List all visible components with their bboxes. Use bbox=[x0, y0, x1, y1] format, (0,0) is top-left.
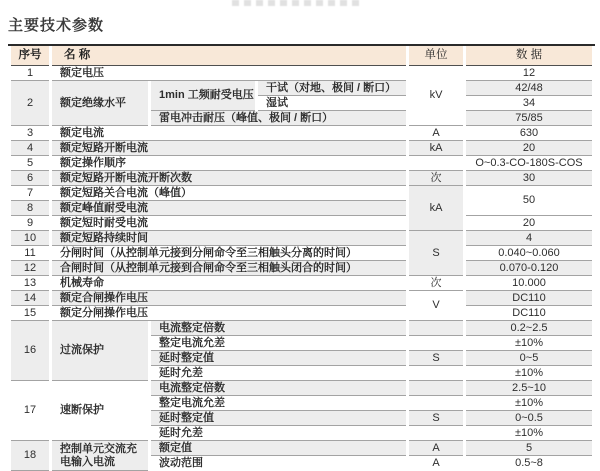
table-row bbox=[11, 291, 592, 306]
data-cell: O~0.3-CO-180S-COS bbox=[466, 156, 592, 171]
param-name-cell: 电流整定倍数 bbox=[151, 321, 406, 336]
table-row bbox=[11, 321, 592, 336]
spec-table bbox=[8, 44, 595, 471]
page-title: 主要技术参数 bbox=[8, 17, 105, 34]
col-header-name: 名 称 bbox=[52, 46, 406, 66]
data-cell: 0.5~8 bbox=[466, 456, 592, 471]
col-header-unit: 单位 bbox=[409, 46, 463, 66]
row-number-cell: 11 bbox=[11, 246, 49, 261]
unit-cell bbox=[409, 381, 463, 396]
table-row bbox=[11, 156, 592, 171]
param-name-cell: 机械寿命 bbox=[52, 276, 406, 291]
row-number-cell: 1 bbox=[11, 66, 49, 81]
spec-table-head bbox=[11, 46, 592, 66]
param-name-cell: 整定电流允差 bbox=[151, 336, 406, 351]
row-number-cell: 5 bbox=[11, 156, 49, 171]
param-name-cell: 额定峰值耐受电流 bbox=[52, 201, 406, 216]
param-name-cell: 额定绝缘水平 bbox=[52, 81, 148, 126]
param-name-cell: 额定操作顺序 bbox=[52, 156, 406, 171]
table-row bbox=[11, 171, 592, 186]
data-cell: DC110 bbox=[466, 306, 592, 321]
data-cell: 2.5~10 bbox=[466, 381, 592, 396]
data-cell: 12 bbox=[466, 66, 592, 81]
unit-cell: V bbox=[409, 291, 463, 321]
unit-cell bbox=[409, 336, 463, 351]
header-row bbox=[11, 46, 592, 66]
table-row bbox=[11, 246, 592, 261]
param-name-cell: 额定电流 bbox=[52, 126, 406, 141]
data-cell: 0.070-0.120 bbox=[466, 261, 592, 276]
row-number-cell: 17 bbox=[11, 381, 49, 441]
unit-cell bbox=[409, 366, 463, 381]
param-name-cell: 分闸时间（从控制单元接到分闸命令至三相触头分离的时间） bbox=[52, 246, 406, 261]
unit-cell: kV bbox=[409, 66, 463, 126]
row-number-cell: 14 bbox=[11, 291, 49, 306]
param-name-cell: 延时允差 bbox=[151, 426, 406, 441]
param-name-cell: 额定短时耐受电流 bbox=[52, 216, 406, 231]
param-name-cell: 整定电流允差 bbox=[151, 396, 406, 411]
row-number-cell: 18 bbox=[11, 441, 49, 471]
data-cell: ±10% bbox=[466, 426, 592, 441]
unit-cell: A bbox=[409, 441, 463, 456]
row-number-cell: 2 bbox=[11, 81, 49, 126]
row-number-cell: 13 bbox=[11, 276, 49, 291]
data-cell: 0~5 bbox=[466, 351, 592, 366]
param-name-cell: 电流整定倍数 bbox=[151, 381, 406, 396]
unit-cell: A bbox=[409, 456, 463, 471]
param-name-cell: 额定电压 bbox=[52, 66, 406, 81]
data-cell: DC110 bbox=[466, 291, 592, 306]
param-name-cell: 波动范围 bbox=[151, 456, 406, 471]
table-row bbox=[11, 186, 592, 201]
param-name-cell: 延时整定值 bbox=[151, 411, 406, 426]
table-row bbox=[11, 66, 592, 81]
row-number-cell: 8 bbox=[11, 201, 49, 216]
unit-cell bbox=[409, 156, 463, 171]
param-name-cell: 额定分闸操作电压 bbox=[52, 306, 406, 321]
row-number-cell: 9 bbox=[11, 216, 49, 231]
row-number-cell: 15 bbox=[11, 306, 49, 321]
unit-cell bbox=[409, 396, 463, 411]
col-header-no: 序号 bbox=[11, 46, 49, 66]
row-number-cell: 6 bbox=[11, 171, 49, 186]
data-cell: 20 bbox=[466, 216, 592, 231]
spec-table-body bbox=[11, 66, 592, 471]
param-name-cell: 干试（对地、极间 / 断口） bbox=[258, 81, 406, 96]
unit-cell: 次 bbox=[409, 171, 463, 186]
table-row bbox=[11, 216, 592, 231]
data-cell: 10.000 bbox=[466, 276, 592, 291]
data-cell: 5 bbox=[466, 441, 592, 456]
data-cell: ±10% bbox=[466, 396, 592, 411]
param-name-cell: 合闸时间（从控制单元接到合闸命令至三相触头闭合的时间） bbox=[52, 261, 406, 276]
data-cell: 4 bbox=[466, 231, 592, 246]
unit-cell: 次 bbox=[409, 276, 463, 291]
table-row bbox=[11, 261, 592, 276]
row-number-cell: 10 bbox=[11, 231, 49, 246]
param-name-cell: 额定短路开断电流开断次数 bbox=[52, 171, 406, 186]
table-row bbox=[11, 441, 592, 456]
param-name-cell: 雷电冲击耐压（峰值、极间 / 断口） bbox=[151, 111, 406, 126]
data-cell: 50 bbox=[466, 186, 592, 216]
data-cell: 20 bbox=[466, 141, 592, 156]
data-cell: ±10% bbox=[466, 336, 592, 351]
param-name-cell: 延时整定值 bbox=[151, 351, 406, 366]
table-row bbox=[11, 306, 592, 321]
unit-cell bbox=[409, 426, 463, 441]
unit-cell bbox=[409, 321, 463, 336]
param-name-cell: 额定短路开断电流 bbox=[52, 141, 406, 156]
table-row bbox=[11, 276, 592, 291]
param-name-cell: 控制单元交流充电输入电流 bbox=[52, 441, 148, 471]
data-cell: 42/48 bbox=[466, 81, 592, 96]
row-number-cell: 7 bbox=[11, 186, 49, 201]
table-row bbox=[11, 141, 592, 156]
row-number-cell: 16 bbox=[11, 321, 49, 381]
param-name-cell: 延时允差 bbox=[151, 366, 406, 381]
row-number-cell: 3 bbox=[11, 126, 49, 141]
table-row bbox=[11, 81, 592, 96]
data-cell: 0.040~0.060 bbox=[466, 246, 592, 261]
table-row bbox=[11, 381, 592, 396]
param-name-cell: 速断保护 bbox=[52, 381, 148, 441]
data-cell: 75/85 bbox=[466, 111, 592, 126]
data-cell: ±10% bbox=[466, 366, 592, 381]
unit-cell: kA bbox=[409, 186, 463, 231]
col-header-data: 数 据 bbox=[466, 46, 592, 66]
table-row bbox=[11, 231, 592, 246]
unit-cell: kA bbox=[409, 141, 463, 156]
unit-cell: S bbox=[409, 351, 463, 366]
row-number-cell: 4 bbox=[11, 141, 49, 156]
data-cell: 0~0.5 bbox=[466, 411, 592, 426]
faint-top-text bbox=[232, 0, 362, 6]
data-cell: 630 bbox=[466, 126, 592, 141]
unit-cell: A bbox=[409, 126, 463, 141]
data-cell: 0.2~2.5 bbox=[466, 321, 592, 336]
param-name-cell: 过流保护 bbox=[52, 321, 148, 381]
data-cell: 30 bbox=[466, 171, 592, 186]
row-number-cell: 12 bbox=[11, 261, 49, 276]
param-name-cell: 湿试 bbox=[258, 96, 406, 111]
param-name-cell: 额定短路关合电流（峰值） bbox=[52, 186, 406, 201]
data-cell: 34 bbox=[466, 96, 592, 111]
unit-cell: S bbox=[409, 411, 463, 426]
param-name-cell: 额定合闸操作电压 bbox=[52, 291, 406, 306]
table-row bbox=[11, 126, 592, 141]
param-name-cell: 1min 工频耐受电压 bbox=[151, 81, 255, 111]
unit-cell: S bbox=[409, 231, 463, 276]
param-name-cell: 额定值 bbox=[151, 441, 406, 456]
param-name-cell: 额定短路持续时间 bbox=[52, 231, 406, 246]
